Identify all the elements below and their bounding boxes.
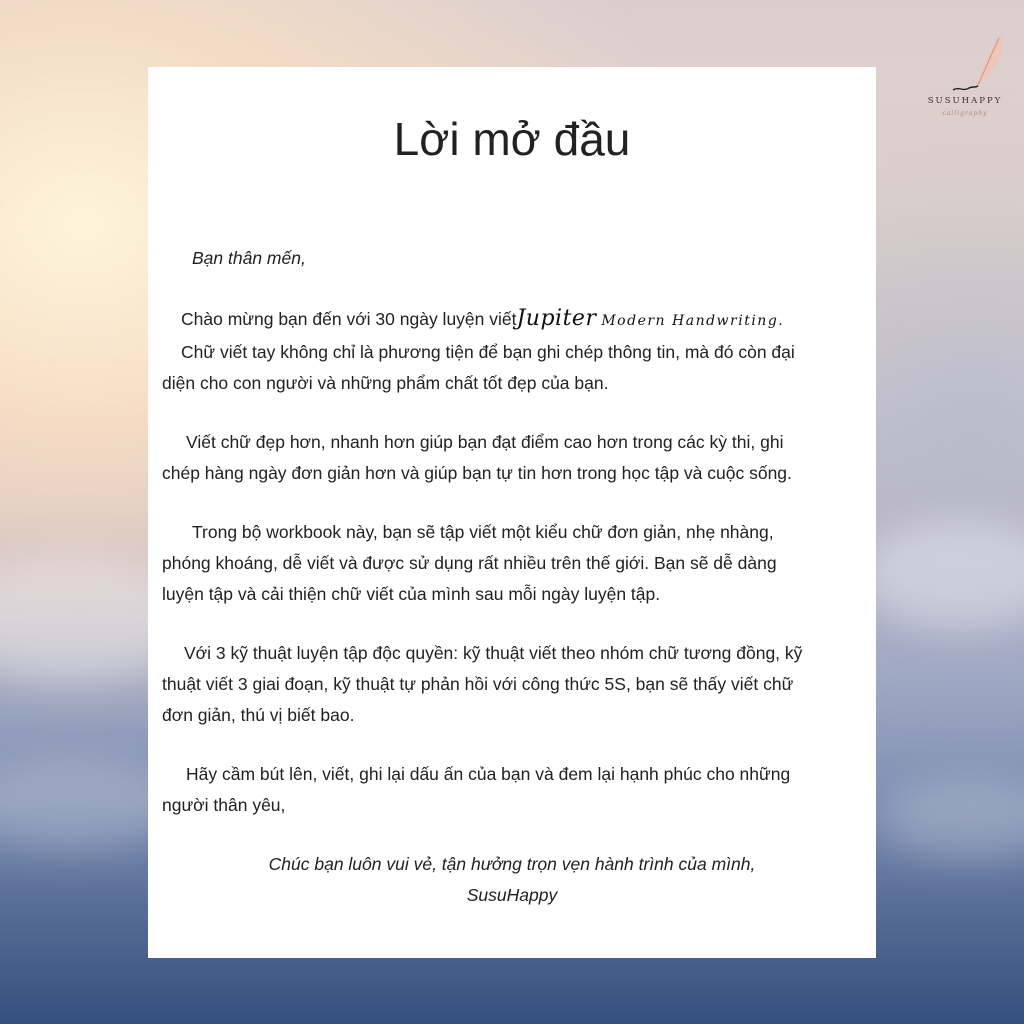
- closing-line: Chúc bạn luôn vui vẻ, tận hưởng trọn vẹn hành trình của mình,: [268, 854, 756, 874]
- paragraph-line: Với 3 kỹ thuật luyện tập độc quyền: kỹ thuật viết theo nhóm chữ tương đồng, kỹ: [184, 643, 803, 663]
- signature: SusuHappy: [466, 885, 558, 905]
- paragraph-line: người thân yêu,: [162, 795, 286, 815]
- page-title: Lời mở đầu: [393, 113, 631, 165]
- brand-logo: [915, 30, 1015, 125]
- paragraph-line: chép hàng ngày đơn giản hơn và giúp bạn tự tin hơn trong học tập và cuộc sống.: [162, 463, 792, 483]
- feather-quill-icon: [915, 30, 1015, 100]
- intro-text: Chào mừng bạn đến với 30 ngày luyện viết: [181, 309, 517, 329]
- paragraph-line: Hãy cầm bút lên, viết, ghi lại dấu ấn của bạn và đem lại hạnh phúc cho những: [186, 764, 791, 784]
- paragraph-line: thuật viết 3 giai đoạn, kỹ thuật tự phản hồi với công thức 5S, bạn sẽ thấy viết chữ: [162, 674, 794, 694]
- paragraph-line: phóng khoáng, dễ viết và được sử dụng rất nhiều trên thế giới. Bạn sẽ dễ dàng: [162, 553, 777, 573]
- letter-card: [148, 67, 876, 958]
- logo-tagline: calligraphy: [942, 110, 988, 117]
- background-cloud: [860, 520, 1024, 630]
- paragraph-line: Trong bộ workbook này, bạn sẽ tập viết một kiểu chữ đơn giản, nhẹ nhàng,: [192, 522, 774, 542]
- paragraph-line: Chữ viết tay không chỉ là phương tiện để bạn ghi chép thông tin, mà đó còn đại: [181, 342, 795, 362]
- intro-line-1: [181, 304, 784, 336]
- paragraph-line: đơn giản, thú vị biết bao.: [162, 705, 355, 725]
- paragraph-line: Viết chữ đẹp hơn, nhanh hơn giúp bạn đạt điểm cao hơn trong các kỳ thi, ghi: [186, 432, 784, 452]
- font-name-script: Jupiter: [516, 306, 597, 331]
- paragraph-line: diện cho con người và những phẩm chất tốt đẹp của bạn.: [162, 373, 609, 393]
- greeting: Bạn thân mến,: [192, 248, 306, 268]
- paragraph-line: luyện tập và cải thiện chữ viết của mình sau mỗi ngày luyện tập.: [162, 584, 661, 604]
- logo-name: SUSUHAPPY: [927, 96, 1003, 106]
- background-cloud: [880, 780, 1024, 860]
- font-style-script: Modern Handwriting.: [601, 313, 785, 329]
